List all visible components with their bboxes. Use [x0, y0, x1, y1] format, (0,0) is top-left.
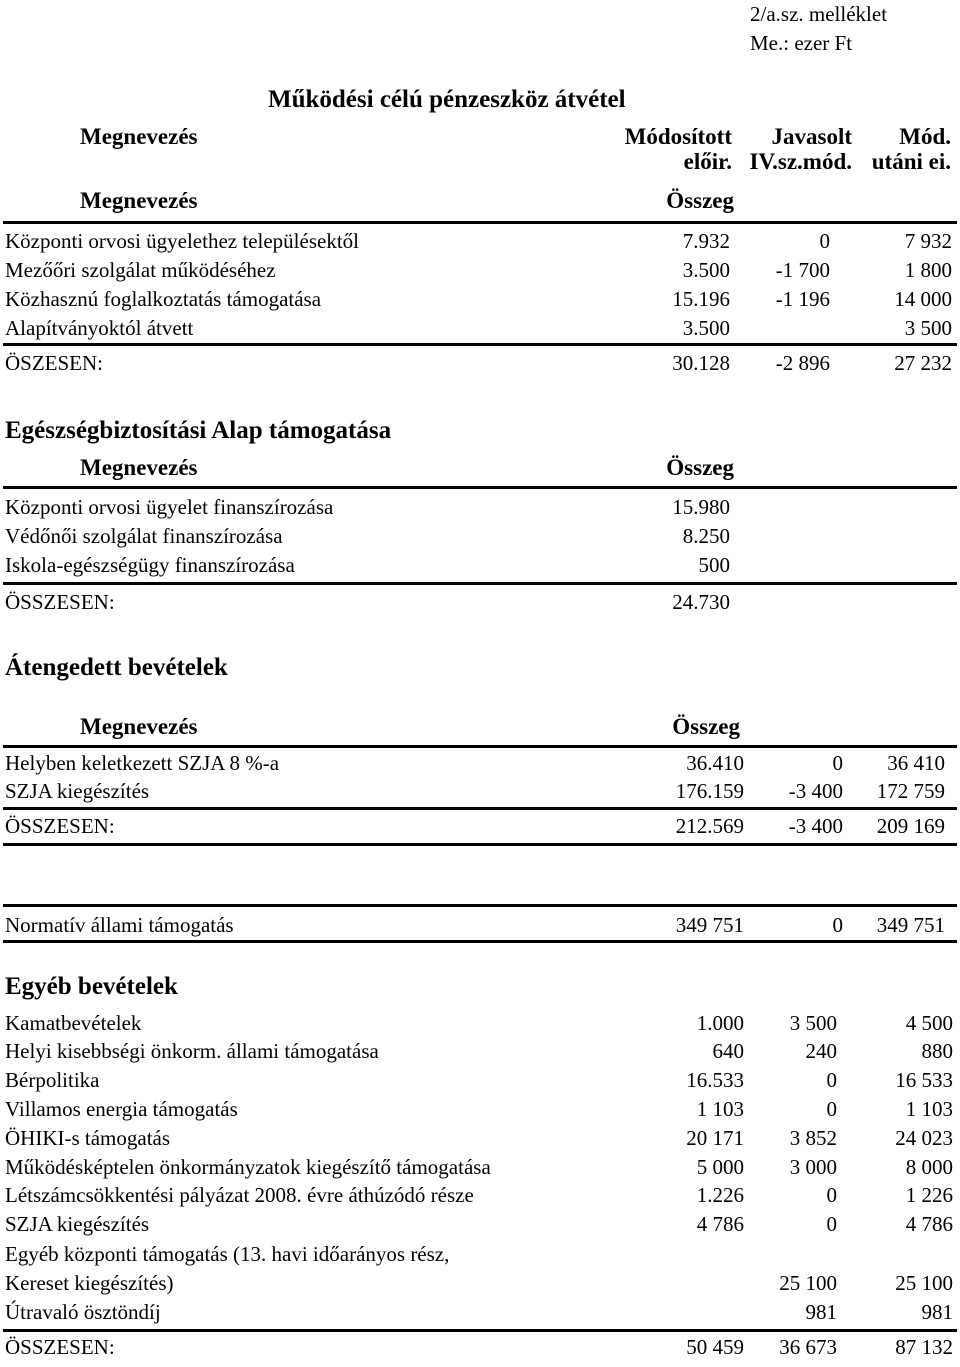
col-head-jav2: IV.sz.mód.: [749, 149, 852, 174]
table-cell: 16.533: [686, 1068, 744, 1092]
table-row-name: Helyben keletkezett SZJA 8 %-a: [5, 751, 280, 775]
table-row-name: Védőnői szolgálat finanszírozása: [5, 524, 283, 548]
table-row-name: Működésképtelen önkormányzatok kiegészítő támogatása: [5, 1155, 491, 1179]
table-row-name: Központi orvosi ügyelet finanszírozása: [5, 495, 334, 519]
table-cell: 20 171: [686, 1126, 744, 1150]
col-head-name: Megnevezés: [80, 124, 198, 149]
divider: [3, 745, 957, 748]
table-cell: 0: [826, 1097, 837, 1121]
table-cell: 349 751: [675, 913, 744, 937]
total-cell: 50 459: [686, 1335, 744, 1359]
col-head-name-3: Megnevezés: [80, 455, 198, 480]
divider: [3, 1329, 957, 1332]
table-cell: 0: [826, 1212, 837, 1236]
total-cell: 87 132: [895, 1335, 953, 1359]
table-cell: 640: [712, 1039, 744, 1063]
table-cell: -1 196: [775, 287, 830, 311]
table-cell: 36 410: [887, 751, 945, 775]
section-title-health: Egészségbiztosítási Alap támogatása: [5, 417, 392, 444]
table-cell: 176.159: [675, 779, 744, 803]
table-cell: 0: [832, 913, 843, 937]
total-cell: 27 232: [894, 351, 952, 375]
table-cell: 3 500: [789, 1011, 837, 1035]
table-cell: 0: [832, 751, 843, 775]
divider: [3, 486, 957, 489]
table-cell: 7 932: [904, 229, 952, 253]
table-cell: 1 103: [905, 1097, 953, 1121]
table-cell: 25 100: [895, 1271, 953, 1295]
col-head-mod: Módosított: [624, 124, 732, 149]
table-row-name: Alapítványoktól átvett: [5, 316, 194, 340]
table-row-name: Villamos energia támogatás: [5, 1097, 238, 1121]
table-row-name: Bérpolitika: [5, 1068, 100, 1092]
total-cell: -3 400: [788, 814, 843, 838]
table-cell: 5 000: [696, 1155, 744, 1179]
table-cell: 7.932: [682, 229, 730, 253]
col-head-mu: Mód.: [899, 124, 951, 149]
table-cell: 36.410: [686, 751, 744, 775]
divider: [3, 807, 957, 810]
table-row-name: Közhasznú foglalkoztatás támogatása: [5, 287, 322, 311]
col-head-name-2: Megnevezés: [80, 188, 198, 213]
col-head-name-4: Megnevezés: [80, 714, 198, 739]
table-cell: 3.500: [682, 258, 730, 282]
table-row-name: Útravaló ösztöndíj: [5, 1300, 161, 1324]
table-cell: 24 023: [895, 1126, 953, 1150]
divider: [3, 843, 957, 846]
section-title-transferred: Átengedett bevételek: [5, 654, 228, 681]
table-cell: 15.196: [672, 287, 730, 311]
table-cell: 3 000: [789, 1155, 837, 1179]
divider: [3, 343, 957, 346]
table-row-name: Mezőőri szolgálat működéséhez: [5, 258, 276, 282]
table-row-name: Központi orvosi ügyelethez településektől: [5, 229, 359, 253]
table-cell: 4 786: [905, 1212, 953, 1236]
section-title-other: Egyéb bevételek: [5, 973, 178, 1000]
table-cell: 1 226: [905, 1183, 953, 1207]
total-label: ÖSSZESEN:: [5, 590, 115, 614]
table-cell: 3 852: [789, 1126, 837, 1150]
col-head-sum: Összeg: [666, 188, 734, 213]
table-cell: -1 700: [775, 258, 830, 282]
table-cell: 16 533: [895, 1068, 953, 1092]
total-cell: 212.569: [675, 814, 744, 838]
table-row-name: Helyi kisebbségi önkorm. állami támogatása: [5, 1039, 379, 1063]
col-head-mu2: utáni ei.: [871, 149, 951, 174]
table-cell: -3 400: [788, 779, 843, 803]
table-cell: 172 759: [876, 779, 945, 803]
table-row-name: Iskola-egészségügy finanszírozása: [5, 553, 295, 577]
divider: [3, 582, 957, 585]
table-cell: 981: [921, 1300, 953, 1324]
total-cell: -2 896: [775, 351, 830, 375]
table-cell: 4 786: [696, 1212, 744, 1236]
total-label: ÖSZESEN:: [5, 351, 104, 375]
table-cell: 0: [826, 1068, 837, 1092]
table-cell: 1 103: [696, 1097, 744, 1121]
annex-label: 2/a.sz. melléklet: [750, 2, 888, 26]
table-cell: 0: [826, 1183, 837, 1207]
table-cell: 1 800: [904, 258, 952, 282]
table-row-name: Létszámcsökkentési pályázat 2008. évre áthúzódó része: [5, 1183, 474, 1207]
table-row-name: ÖHIKI-s támogatás: [5, 1126, 171, 1150]
table-cell: 8 000: [905, 1155, 953, 1179]
col-head-mod2: előir.: [683, 149, 732, 174]
table-cell: 15.980: [672, 495, 730, 519]
main-title: Működési célú pénzeszköz átvétel: [268, 86, 626, 113]
table-cell: 0: [819, 229, 830, 253]
col-head-jav: Javasolt: [771, 124, 852, 149]
table-row-name: SZJA kiegészítés: [5, 779, 150, 803]
table-cell: 1.000: [696, 1011, 744, 1035]
header-annex: [750, 0, 887, 58]
table-row-name: Egyéb központi támogatás (13. havi időarányos rész,: [5, 1242, 450, 1266]
table-cell: 3.500: [682, 316, 730, 340]
total-cell: 30.128: [672, 351, 730, 375]
normative-label: Normatív állami támogatás: [5, 913, 234, 937]
table-cell: 240: [805, 1039, 837, 1063]
total-cell: 24.730: [672, 590, 730, 614]
total-label: ÖSSZESEN:: [5, 814, 115, 838]
table-cell: 349 751: [876, 913, 945, 937]
table-cell: 500: [698, 553, 730, 577]
unit-label: Me.: ezer Ft: [750, 31, 853, 55]
divider: [3, 940, 957, 943]
table-row-name: SZJA kiegészítés: [5, 1212, 150, 1236]
table-row-name: Kamatbevételek: [5, 1011, 142, 1035]
table-cell: 3 500: [904, 316, 952, 340]
col-head-sum-2: Összeg: [666, 455, 734, 480]
table-cell: 25 100: [779, 1271, 837, 1295]
table-cell: 14 000: [894, 287, 952, 311]
total-cell: 36 673: [779, 1335, 837, 1359]
table-cell: 880: [921, 1039, 953, 1063]
divider: [3, 221, 957, 224]
table-cell: 1.226: [696, 1183, 744, 1207]
total-label: ÖSSZESEN:: [5, 1335, 115, 1359]
table-cell: 4 500: [905, 1011, 953, 1035]
total-cell: 209 169: [876, 814, 945, 838]
table-cell: 981: [805, 1300, 837, 1324]
table-cell: 8.250: [682, 524, 730, 548]
table-row-name: Kereset kiegészítés): [5, 1271, 174, 1295]
col-head-sum-3: Összeg: [672, 714, 740, 739]
divider: [3, 904, 957, 907]
